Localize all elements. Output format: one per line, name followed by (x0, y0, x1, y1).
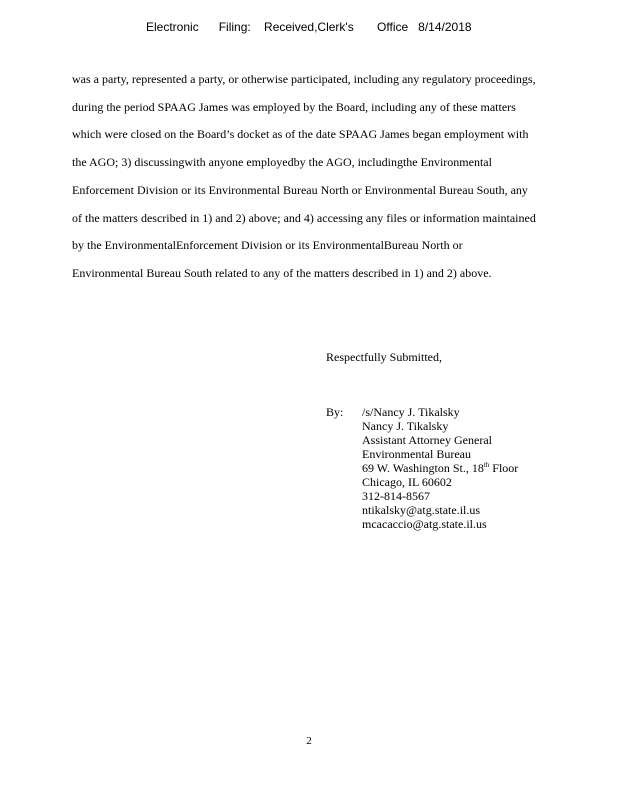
closing-salutation: Respectfully Submitted, (326, 350, 442, 364)
body-line: by the EnvironmentalEnforcement Division or its EnvironmentalBureau North or (72, 238, 463, 253)
signer-name: Nancy J. Tikalsky (362, 419, 449, 433)
body-line: was a party, represented a party, or otherwise participated, including any regulatory proceedings, (72, 72, 536, 86)
by-label: By: (326, 405, 344, 419)
electronic-filing-header: Electronic Filing: Received,Clerk's Office 8/14/2018 (146, 20, 472, 34)
floor-word: Floor (489, 461, 519, 475)
body-line: Enforcement Division or its Environmental Bureau North or Environmental Bureau South, any (72, 182, 528, 197)
body-paragraph (72, 66, 602, 288)
body-line: Environmental Bureau South related to any of the matters described in 1) and 2) above. (72, 265, 492, 280)
phone-number: 312-814-8567 (362, 489, 430, 503)
page-number: 2 (306, 735, 312, 747)
signer-title: Assistant Attorney General (362, 433, 492, 447)
signature-lines (362, 405, 518, 531)
email-address: mcacaccio@atg.state.il.us (362, 517, 487, 531)
address-street (362, 461, 518, 475)
body-line: of the matters described in 1) and 2) above; and 4) accessing any files or information maintained (72, 210, 536, 225)
address-city: Chicago, IL 60602 (362, 475, 452, 489)
body-line: the AGO; 3) discussingwith anyone employedby the AGO, includingthe Environmental (72, 155, 492, 170)
signer-bureau: Environmental Bureau (362, 447, 471, 461)
floor-ordinal-suffix: th (483, 461, 490, 469)
electronic-signature: /s/Nancy J. Tikalsky (362, 405, 460, 419)
address-street-number: 69 W. Washington St., 18 (362, 461, 484, 475)
body-line: which were closed on the Board’s docket as of the date SPAAG James began employment with (72, 127, 529, 142)
body-line: during the period SPAAG James was employed by the Board, including any of these matters (72, 99, 516, 114)
email-address: ntikalsky@atg.state.il.us (362, 503, 481, 517)
